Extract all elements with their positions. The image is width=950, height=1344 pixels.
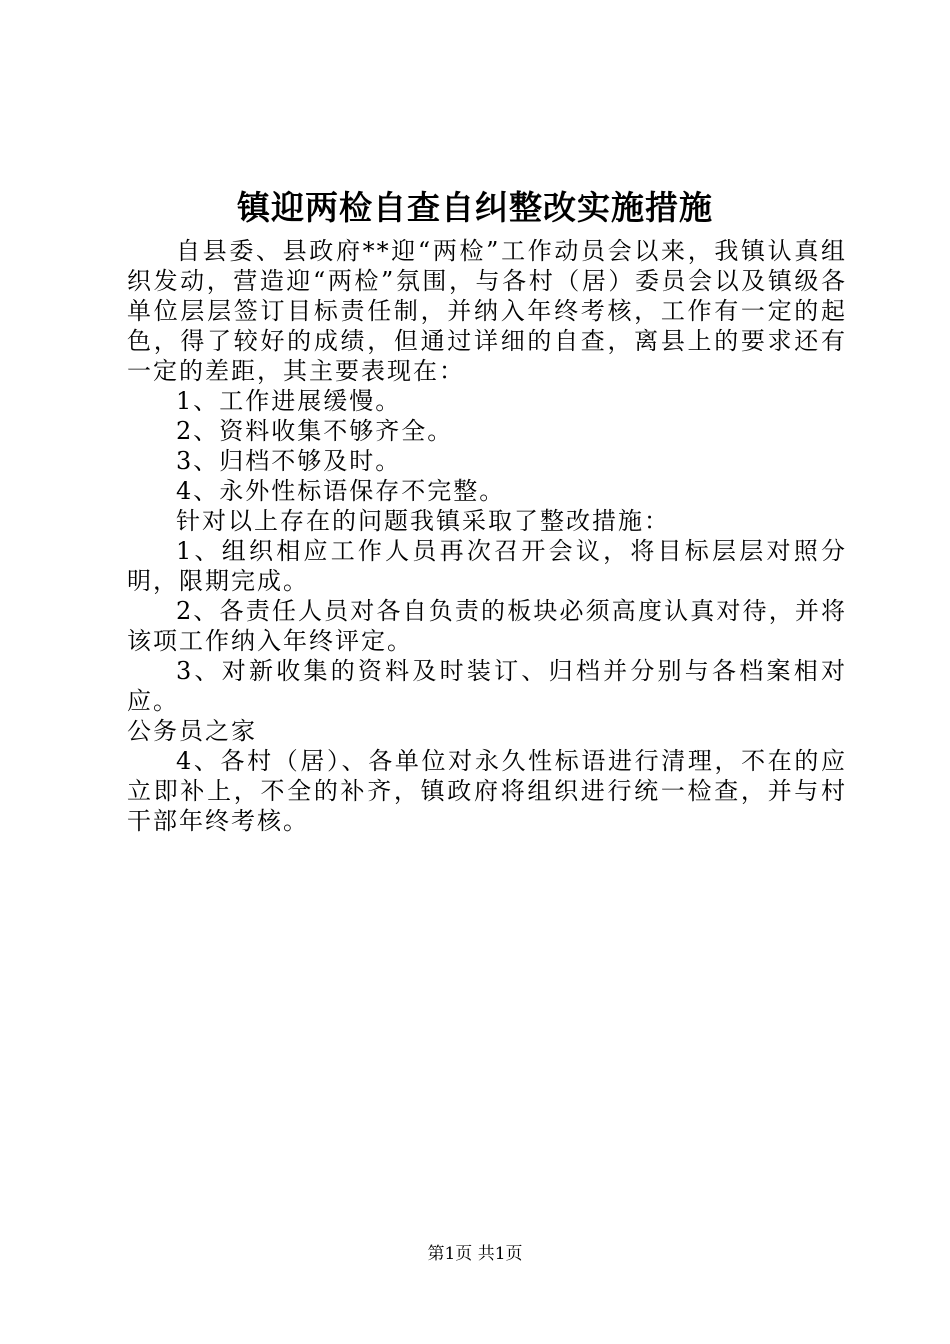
measures-intro: 针对以上存在的问题我镇采取了整改措施： (176, 507, 670, 535)
measure-item-2: 2、各责任人员对各自负责的板块必须高度认真对待，并将该项工作纳入年终评定。 (127, 597, 847, 655)
measure-item-1: 1、组织相应工作人员再次召开会议，将目标层层对照分明，限期完成。 (127, 537, 847, 595)
problem-item-1: 1、工作进展缓慢。 (176, 387, 402, 415)
document-title: 镇迎两检自查自纠整改实施措施 (237, 188, 713, 227)
paragraph-intro: 自县委、县政府**迎“两检”工作动员会以来，我镇认真组织发动，营造迎“两检”氛围，与各村（居）委员会以及镇级各单位层层签订目标责任制，并纳入年终考核，工作有一定的起色，得了较好的成绩，但通过详细的自查，离县上的要求还有一定的差距，其主要表现在： (127, 237, 847, 385)
page-footer: 第1页 共1页 (427, 1244, 523, 1264)
problem-item-3: 3、归档不够及时。 (176, 447, 402, 475)
document-body (127, 236, 847, 836)
problem-item-2: 2、资料收集不够齐全。 (176, 417, 454, 445)
measure-item-4: 4、各村（居）、各单位对永久性标语进行清理，不在的应立即补上，不全的补齐，镇政府将组织进行统一检查，并与村干部年终考核。 (127, 747, 847, 835)
source-note: 公务员之家 (127, 717, 257, 745)
measure-item-3: 3、对新收集的资料及时装订、归档并分别与各档案相对应。 (127, 657, 847, 715)
problem-item-4: 4、永外性标语保存不完整。 (176, 477, 506, 505)
